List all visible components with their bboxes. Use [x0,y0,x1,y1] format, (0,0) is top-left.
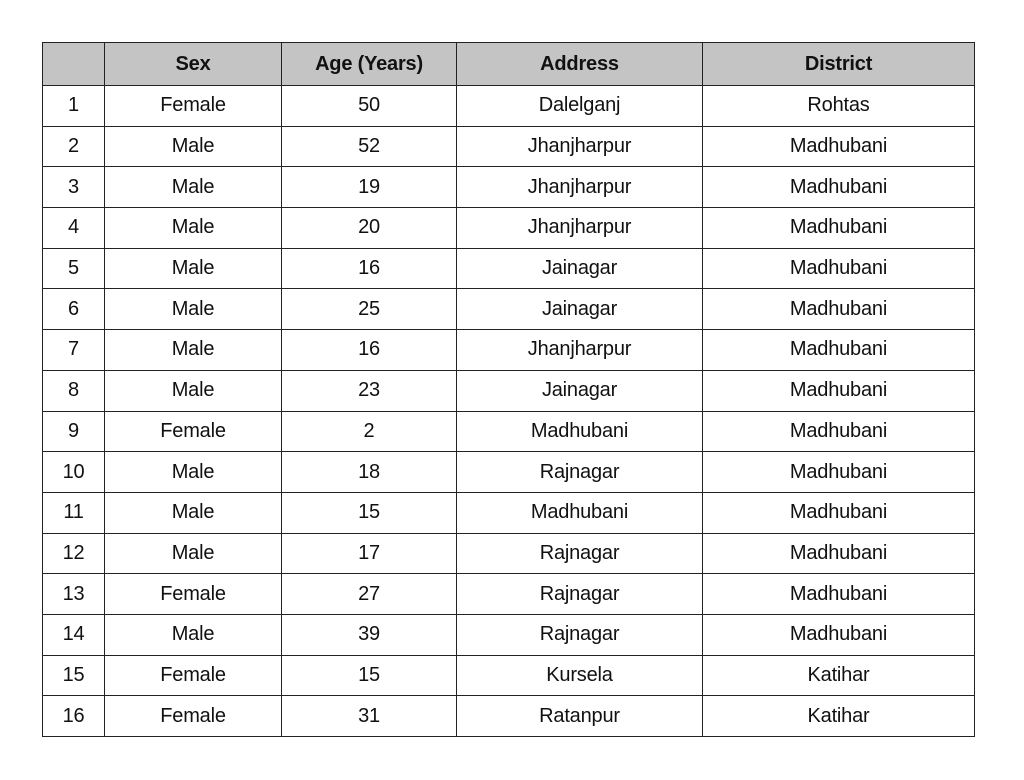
data-table [42,42,975,737]
table-row [43,614,975,655]
cell-district: Madhubani [703,248,975,289]
cell-sex: Male [105,614,282,655]
cell-address: Jainagar [457,248,703,289]
cell-address: Ratanpur [457,696,703,737]
cell-sex: Female [105,574,282,615]
cell-address: Madhubani [457,411,703,452]
cell-sex: Female [105,655,282,696]
cell-index: 16 [43,696,105,737]
cell-district: Rohtas [703,86,975,127]
cell-index: 4 [43,208,105,249]
table-row [43,208,975,249]
cell-index: 6 [43,289,105,330]
cell-district: Madhubani [703,167,975,208]
cell-sex: Male [105,208,282,249]
data-table-container [42,42,975,737]
cell-index: 12 [43,533,105,574]
table-row [43,696,975,737]
table-row [43,370,975,411]
cell-index: 5 [43,248,105,289]
cell-sex: Female [105,86,282,127]
cell-sex: Male [105,370,282,411]
cell-district: Madhubani [703,126,975,167]
cell-age: 2 [282,411,457,452]
table-row [43,492,975,533]
cell-sex: Male [105,289,282,330]
cell-district: Katihar [703,696,975,737]
cell-district: Madhubani [703,492,975,533]
cell-index: 8 [43,370,105,411]
header-cell-age: Age (Years) [282,43,457,86]
header-cell-district: District [703,43,975,86]
table-row [43,452,975,493]
cell-address: Jhanjharpur [457,126,703,167]
cell-address: Madhubani [457,492,703,533]
cell-age: 15 [282,655,457,696]
cell-address: Rajnagar [457,452,703,493]
cell-age: 39 [282,614,457,655]
cell-sex: Male [105,126,282,167]
cell-district: Madhubani [703,533,975,574]
cell-address: Rajnagar [457,574,703,615]
cell-age: 50 [282,86,457,127]
table-row [43,126,975,167]
cell-address: Rajnagar [457,533,703,574]
table-row [43,167,975,208]
header-cell-address: Address [457,43,703,86]
cell-district: Madhubani [703,614,975,655]
cell-age: 19 [282,167,457,208]
cell-sex: Female [105,696,282,737]
cell-index: 3 [43,167,105,208]
cell-sex: Female [105,411,282,452]
cell-address: Rajnagar [457,614,703,655]
cell-sex: Male [105,330,282,371]
cell-district: Madhubani [703,208,975,249]
table-row [43,533,975,574]
cell-index: 7 [43,330,105,371]
cell-age: 20 [282,208,457,249]
cell-age: 52 [282,126,457,167]
table-row [43,655,975,696]
cell-age: 15 [282,492,457,533]
cell-sex: Male [105,167,282,208]
cell-index: 10 [43,452,105,493]
header-cell-sex: Sex [105,43,282,86]
cell-age: 25 [282,289,457,330]
cell-district: Madhubani [703,574,975,615]
cell-address: Jhanjharpur [457,208,703,249]
cell-address: Jhanjharpur [457,330,703,371]
cell-district: Madhubani [703,289,975,330]
cell-index: 14 [43,614,105,655]
table-row [43,248,975,289]
cell-district: Madhubani [703,452,975,493]
cell-index: 11 [43,492,105,533]
cell-district: Katihar [703,655,975,696]
table-row [43,289,975,330]
cell-index: 9 [43,411,105,452]
table-body [43,86,975,737]
cell-district: Madhubani [703,411,975,452]
header-cell-index [43,43,105,86]
cell-sex: Male [105,248,282,289]
cell-sex: Male [105,452,282,493]
cell-index: 15 [43,655,105,696]
table-row [43,330,975,371]
cell-age: 16 [282,248,457,289]
table-row [43,86,975,127]
table-row [43,411,975,452]
cell-index: 13 [43,574,105,615]
table-row [43,574,975,615]
cell-sex: Male [105,533,282,574]
cell-index: 2 [43,126,105,167]
cell-district: Madhubani [703,370,975,411]
cell-age: 23 [282,370,457,411]
cell-age: 18 [282,452,457,493]
cell-address: Jainagar [457,370,703,411]
cell-age: 27 [282,574,457,615]
cell-index: 1 [43,86,105,127]
cell-address: Jhanjharpur [457,167,703,208]
cell-address: Dalelganj [457,86,703,127]
cell-age: 31 [282,696,457,737]
cell-address: Jainagar [457,289,703,330]
header-row [43,43,975,86]
cell-address: Kursela [457,655,703,696]
cell-age: 17 [282,533,457,574]
cell-sex: Male [105,492,282,533]
cell-age: 16 [282,330,457,371]
cell-district: Madhubani [703,330,975,371]
